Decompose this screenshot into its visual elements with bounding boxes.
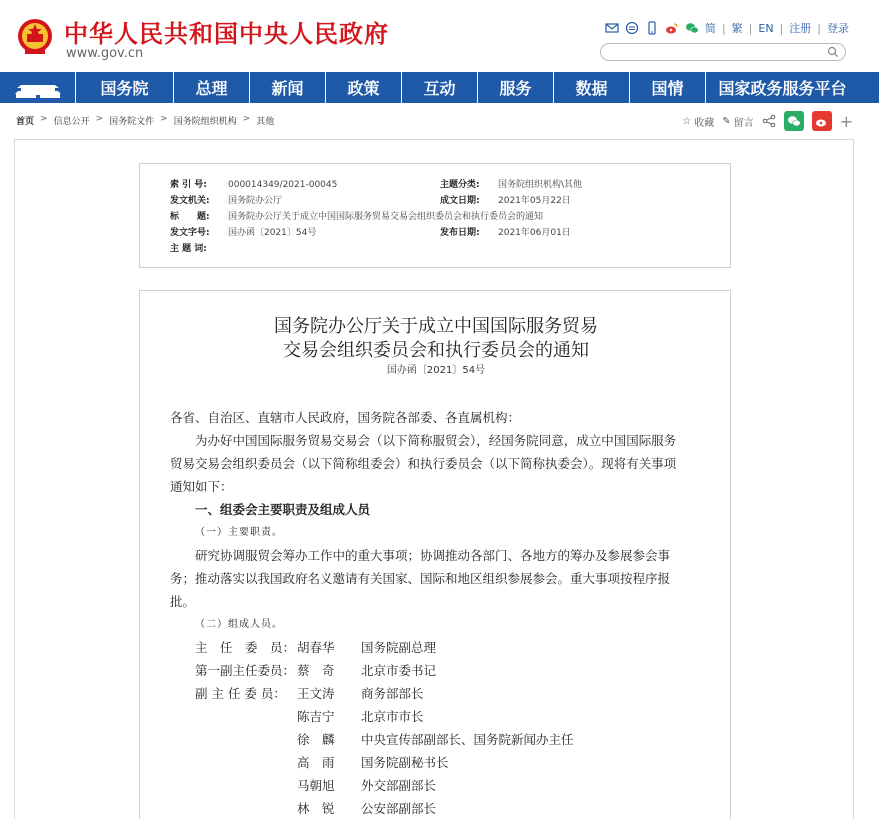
meta-doc-no: 发文字号: 国办函〔2021〕54号	[170, 228, 317, 238]
breadcrumb-home[interactable]: 首页	[16, 117, 35, 127]
doc-intro-line-1: 为办好中国国际服务贸易交易会（以下简称服贸会），经国务院同意，成立中国国际服务	[195, 433, 677, 448]
doc-subheading-members: （二）组成人员。	[195, 619, 283, 630]
nav-policy[interactable]: 政策	[326, 72, 402, 103]
separator: |	[721, 21, 726, 35]
member-name: 蔡 奇	[297, 663, 335, 678]
national-emblem-icon[interactable]	[16, 16, 54, 58]
pencil-icon: ✎	[722, 115, 731, 127]
search-icon[interactable]	[827, 46, 839, 58]
nav-services[interactable]: 服务	[478, 72, 554, 103]
meta-title: 标 题: 国务院办公厅关于成立中国国际服务贸易交易会组织委员会和执行委员会的通知	[170, 212, 544, 222]
nav-national-info[interactable]: 国情	[630, 72, 706, 103]
nav-premier[interactable]: 总理	[174, 72, 250, 103]
member-name: 胡春华	[297, 640, 335, 655]
traditional-link[interactable]: 繁	[731, 22, 743, 35]
member-role: 主 任 委 员：	[195, 640, 296, 655]
star-icon: ☆	[682, 115, 692, 127]
member-name: 王文涛	[297, 686, 335, 701]
comment-button[interactable]	[722, 114, 753, 129]
member-title: 北京市市长	[361, 709, 424, 724]
member-name: 马朝旭	[297, 778, 335, 793]
favorite-label: 收藏	[694, 117, 715, 129]
wechat-icon[interactable]	[685, 21, 699, 35]
meta-keywords: 主 题 词:	[170, 244, 207, 254]
register-link[interactable]: 注册	[789, 22, 812, 35]
nav-home-logo[interactable]	[0, 72, 76, 103]
member-title: 中央宣传部副部长、国务院新闻办主任	[361, 732, 574, 747]
breadcrumb-other[interactable]: 其他	[256, 117, 275, 127]
weibo-icon	[815, 114, 829, 128]
meta-created-date: 成文日期: 2021年05月22日	[440, 196, 571, 206]
chevron-right-icon: >	[160, 114, 168, 124]
doc-title-line-2: 交易会组织委员会和执行委员会的通知	[283, 340, 589, 361]
member-name: 徐 麟	[297, 732, 335, 747]
breadcrumb	[16, 114, 274, 127]
site-url[interactable]: www.gov.cn	[66, 46, 144, 61]
separator: |	[817, 21, 821, 35]
login-link[interactable]: 登录	[827, 22, 849, 35]
english-link[interactable]: EN	[758, 21, 774, 35]
site-title[interactable]: 中华人民共和国中央人民政府	[64, 20, 389, 48]
site-header	[0, 0, 879, 72]
doc-number: 国办函〔2021〕54号	[386, 365, 486, 376]
nav-interaction[interactable]: 互动	[402, 72, 478, 103]
weibo-icon[interactable]	[665, 21, 679, 35]
meta-issuer: 发文机关: 国务院办公厅	[170, 196, 283, 206]
member-role: 第一副主任委员：	[195, 663, 296, 678]
page-tools	[682, 111, 853, 131]
doc-title-line-1: 国务院办公厅关于成立中国国际服务贸易	[274, 316, 598, 337]
top-links	[605, 20, 849, 36]
member-title: 国务院副秘书长	[361, 755, 449, 770]
meta-published-date: 发布日期: 2021年06月01日	[440, 228, 571, 238]
wechat-icon	[787, 114, 801, 128]
meta-index-no: 索 引 号: 000014349/2021-00045	[170, 180, 338, 190]
separator: |	[779, 21, 784, 35]
member-title: 外交部副部长	[361, 778, 437, 793]
member-name: 陈吉宁	[297, 709, 335, 724]
mail-icon[interactable]	[605, 21, 619, 35]
member-title: 公安部副部长	[361, 801, 437, 816]
app-icon[interactable]	[625, 21, 639, 35]
share-wechat-button[interactable]	[784, 111, 804, 131]
member-title: 北京市委书记	[361, 663, 437, 678]
search-input[interactable]	[611, 48, 826, 64]
doc-duty-line-3: 批。	[170, 594, 196, 609]
chevron-right-icon: >	[242, 114, 251, 124]
member-role: 副 主 任 委 员：	[195, 686, 286, 701]
meta-category: 主题分类: 国务院组织机构\其他	[440, 180, 583, 190]
breadcrumb-organization[interactable]: 国务院组织机构	[173, 117, 237, 127]
separator: |	[748, 21, 753, 35]
breadcrumb-state-council-docs[interactable]: 国务院文件	[109, 117, 155, 127]
breadcrumb-info-disclosure[interactable]: 信息公开	[53, 117, 90, 127]
nav-gov-service-platform[interactable]: 国家政务服务平台	[718, 79, 847, 98]
simplified-link[interactable]: 简	[704, 22, 716, 35]
doc-intro-line-2: 贸易交易会组织委员会（以下简称组委会）和执行委员会（以下简称执委会）。现将有关事项	[170, 456, 677, 471]
chevron-right-icon: >	[95, 114, 104, 124]
plus-icon[interactable]: +	[839, 111, 853, 131]
doc-duty-line-1: 研究协调服贸会筹办工作中的重大事项；协调推动各部门、各地方的筹办及参展参会事	[195, 548, 671, 563]
breadcrumb-bar	[0, 103, 879, 137]
share-icon[interactable]	[762, 114, 776, 128]
doc-duty-line-2: 务；推动落实以我国政府名义邀请有关国家、国际和地区组织参展参会。重大事项按程序报	[170, 571, 671, 586]
member-title: 商务部部长	[361, 686, 424, 701]
member-name: 高 雨	[297, 755, 335, 770]
mobile-icon[interactable]	[645, 21, 659, 35]
document-metadata	[139, 163, 731, 268]
doc-intro-line-3: 通知如下：	[170, 479, 233, 494]
tiananmen-icon	[13, 77, 63, 99]
chevron-right-icon: >	[40, 114, 48, 124]
document-body	[139, 290, 731, 819]
favorite-button[interactable]	[682, 114, 714, 129]
nav-news[interactable]: 新闻	[250, 72, 326, 103]
doc-subheading-duties: （一）主要职责。	[195, 527, 283, 538]
main-nav	[0, 72, 879, 103]
nav-state-council[interactable]: 国务院	[76, 72, 174, 103]
search-box	[600, 43, 846, 61]
nav-data[interactable]: 数据	[554, 72, 630, 103]
doc-section-heading: 一、组委会主要职责及组成人员	[195, 502, 371, 517]
member-name: 林 锐	[297, 801, 335, 816]
share-weibo-button[interactable]	[812, 111, 832, 131]
doc-salutation: 各省、自治区、直辖市人民政府，国务院各部委、各直属机构：	[170, 410, 521, 425]
member-title: 国务院副总理	[361, 640, 437, 655]
comment-label: 留言	[733, 117, 754, 129]
